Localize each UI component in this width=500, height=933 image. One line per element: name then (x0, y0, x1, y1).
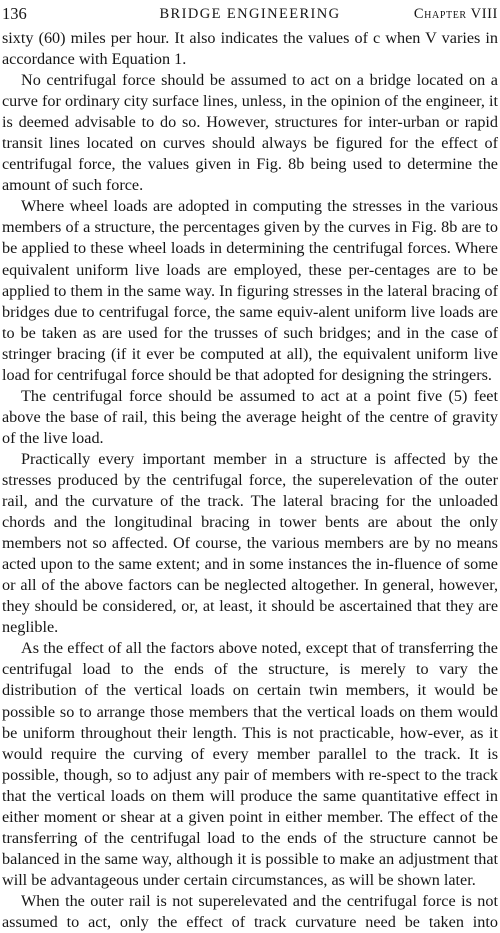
paragraph-affected-members: Practically every important member in a structure is affected by the stresses produced by the centrifugal force, the superelevation of the outer rail, and the curvature of the track. The lateral bracing for the unloaded chords and the longitudinal bracing in tower bents are about the only members not so affected. Of course, the various members are by no means acted upon to the same extent; and in some instances the in-fluence of some or all of the above factors can be neglected altogether. In general, however, they should be considered, or, at least, it should be ascertained that they are neglible. (2, 449, 498, 637)
chapter-label: Chapter VIII (413, 6, 498, 22)
running-title: BRIDGE ENGINEERING (159, 6, 341, 22)
running-head (2, 3, 498, 25)
paragraph-wheel-loads: Where wheel loads are adopted in computing the stresses in the various members of a structure, the percentages given by the curves in Fig. 8b are to be applied to these wheel loads in determining the centrifugal forces. Where equivalent uniform live loads are employed, these per-centages are to be applied to them in the same way. In figuring stresses in the lateral bracing of bridges due to centrifugal force, the same equiv-alent uniform live loads are to be taken as are used for the trusses of such bridges; and in the case of stringer bracing (if it ever be computed at all), the equivalent uniform live load for centrifugal force should be that adopted for designing the stringers. (2, 197, 498, 384)
body-text (2, 28, 498, 933)
paragraph-centrifugal-city-lines: No centrifugal force should be assumed to act on a bridge located on a curve for ordinary city surface lines, unless, in the opinion of the engineer, it is deemed advisable to do so. However, structures for inter-urban or rapid transit lines located on curves should always be figured for the effect of centrifugal force, the values given in Fig. 8b being used to determine the amount of such force. (2, 71, 498, 195)
page-number: 136 (2, 4, 27, 23)
paragraph-track-curvature: When the outer rail is not superelevated and the centrifugal force is not assumed to act, only the effect of track curvature need be taken into (2, 891, 498, 931)
paragraph-twin-members: As the effect of all the factors above noted, except that of transferring the centrifugal load to the ends of the structure, is merely to vary the distribution of the vertical loads on certain twin members, it would be possible so to arrange those members that the vertical loads on them would be uniform throughout their length. This is not practicable, how-ever, as it would require the curving of every member parallel to the track. It is possible, though, so to adjust any pair of members with re-spect to the track that the vertical loads on them will produce the same quantitative effect in either moment or shear at a given point in either member. The effect of the transferring of the centrifugal load to the ends of the structure cannot be balanced in the same way, although it is possible to make an adjustment that will be advantageous under certain circumstances, as will be shown later. (2, 639, 498, 889)
book-page (2, 0, 498, 931)
paragraph-point-of-action: The centrifugal force should be assumed to act at a point five (5) feet above the base of rail, this being the average height of the centre of gravity of the live load. (2, 386, 498, 447)
paragraph-continuation: sixty (60) miles per hour. It also indicates the values of c when V varies in accordance with Equation 1. (2, 29, 498, 69)
